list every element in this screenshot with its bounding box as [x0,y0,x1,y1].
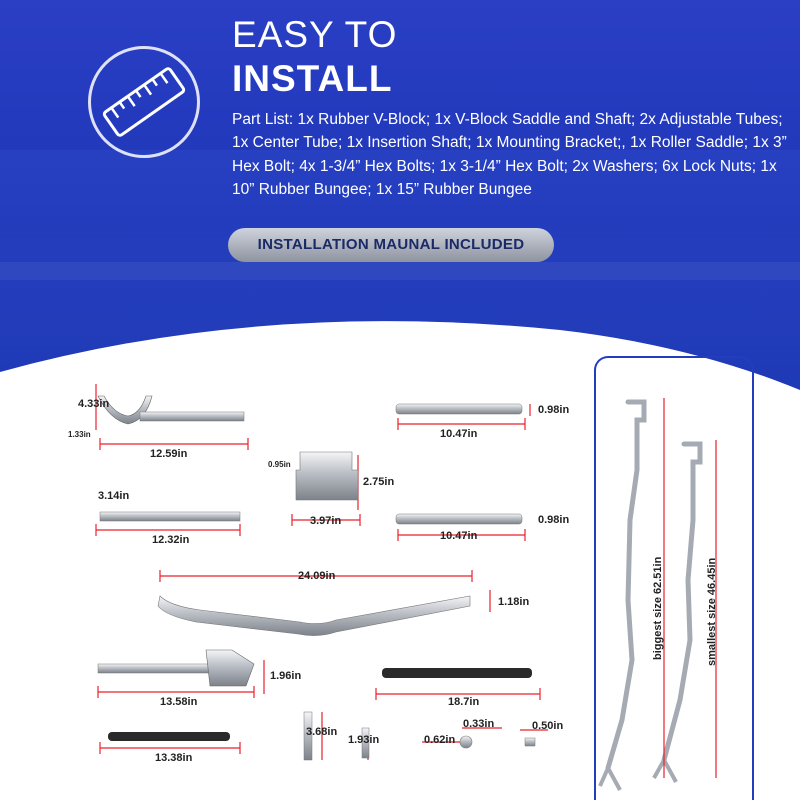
dim-center-dia: 1.18in [498,596,530,608]
dim-tube-len-top: 10.47in [440,428,478,440]
assembled-panel [594,356,754,800]
dim-washer-thick: 0.33in [463,718,495,730]
dim-smallest-size: smallest size 46.45in [706,557,718,666]
bungee-long [382,668,532,678]
dim-bracket-thick: 0.95in [268,460,291,469]
title-line-2: INSTALL [232,58,393,99]
roller-saddle-shaft [98,664,218,673]
dim-bracket-width: 3.97in [310,515,342,527]
manual-included-badge: INSTALLATION MAUNAL INCLUDED [228,228,554,262]
dim-washer-dia: 0.62in [424,734,456,746]
vblock-saddle-part [98,396,244,424]
dim-biggest-size: biggest size 62.51in [652,556,664,660]
dim-roller-height: 1.96in [270,670,302,682]
bungee-short [108,732,230,741]
dim-nut: 0.50in [532,720,564,732]
lock-nut [525,738,535,746]
dim-bracket-height: 2.75in [363,476,395,488]
dim-bungee-short: 13.38in [155,752,193,764]
dim-tube-dia-top: 0.98in [538,404,570,416]
dim-roller-length: 13.58in [160,696,198,708]
adjustable-tube-mid [396,514,522,524]
title-line-1: EASY TO [232,14,398,55]
roller-saddle [206,650,254,686]
center-tube [158,596,470,636]
washer [460,736,472,748]
dim-tube-len-mid: 10.47in [440,530,478,542]
dim-vblock-width: 4.33in [78,398,110,410]
dim-bungee-long: 18.7in [448,696,480,708]
dim-vblock-depth: 1.33in [68,430,91,439]
adjustable-tube-top [396,404,522,414]
dim-insert-length: 12.32in [152,534,190,546]
dim-bolt-mid: 1.93in [348,734,380,746]
dim-vblock-length: 12.59in [150,448,188,460]
dim-tube-dia-mid: 0.98in [538,514,570,526]
part-list: Part List: 1x Rubber V-Block; 1x V-Block Saddle and Shaft; 2x Adjustable Tubes; 1x Center Tube; 1x Insertion Shaft; 1x Mounting Bracket;, 1x Roller Saddle; 1x 3” Hex Bolt; 4x 1-3/4” Hex Bolts; 1x 3-1/4” Hex Bolt; 2x Washers; 6x Lock Nuts; 1x 10” Rubber Bungee; 1x 15” Rubber Bungee [232,111,787,198]
insertion-shaft [100,512,240,521]
dim-center-len: 24.09in [298,570,336,582]
dim-insert-width: 3.14in [98,490,130,502]
dim-bolt-long: 3.68in [306,726,338,738]
mounting-bracket [296,452,358,500]
